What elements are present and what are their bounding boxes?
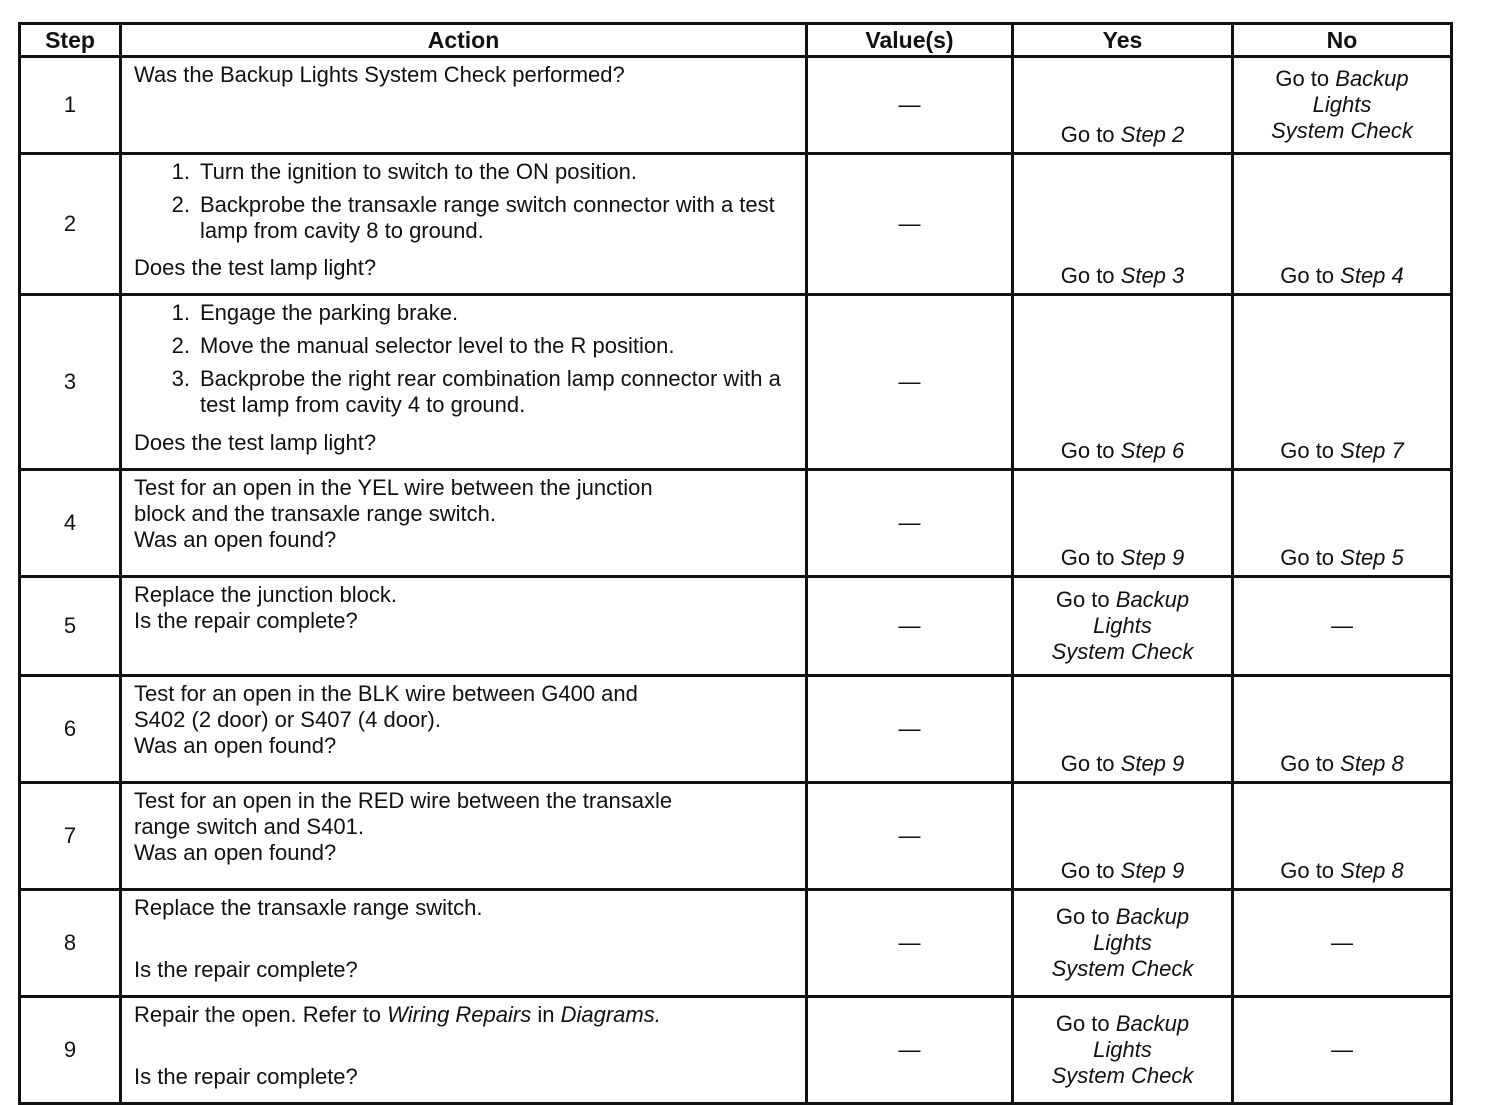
yes-goto: Go to bbox=[1060, 438, 1121, 463]
no-cell bbox=[1233, 676, 1452, 783]
step-number: 9 bbox=[20, 997, 121, 1104]
yes-target: Step 6 bbox=[1120, 438, 1185, 463]
no-cell bbox=[1233, 890, 1452, 997]
yes-target: Backup bbox=[1115, 904, 1190, 929]
yes-target: System Check bbox=[1051, 639, 1194, 664]
step-number: 1 bbox=[20, 57, 121, 154]
yes-goto: Go to bbox=[1060, 751, 1121, 776]
action-line: Replace the transaxle range switch. bbox=[134, 895, 483, 920]
yes-target: Backup bbox=[1115, 1011, 1190, 1036]
action-step-text: Turn the ignition to switch to the ON position. bbox=[200, 159, 637, 184]
action-step-number: 3. bbox=[171, 366, 190, 391]
no-target: Step 5 bbox=[1340, 545, 1404, 570]
no-target: Step 4 bbox=[1340, 263, 1404, 288]
yes-cell bbox=[1013, 997, 1233, 1104]
action-step bbox=[144, 366, 793, 418]
action-line: block and the transaxle range switch. bbox=[134, 501, 496, 526]
yes-text bbox=[1014, 751, 1231, 777]
table-row bbox=[20, 154, 1452, 295]
diagnostic-table bbox=[18, 22, 1453, 1105]
action-body bbox=[134, 582, 793, 608]
header-values: Value(s) bbox=[807, 24, 1013, 57]
yes-cell bbox=[1013, 57, 1233, 154]
action-cell bbox=[121, 577, 807, 676]
value-cell bbox=[807, 154, 1013, 295]
action-step-number: 2. bbox=[171, 192, 190, 217]
action-cell bbox=[121, 470, 807, 577]
no-target: System Check bbox=[1271, 118, 1413, 143]
value-dash: — bbox=[898, 92, 921, 117]
yes-goto: Go to bbox=[1060, 263, 1121, 288]
yes-target: Lights bbox=[1093, 930, 1152, 955]
no-line bbox=[1234, 66, 1450, 92]
no-text bbox=[1234, 263, 1450, 289]
table-row bbox=[20, 676, 1452, 783]
table-row bbox=[20, 577, 1452, 676]
yes-line bbox=[1014, 587, 1231, 613]
no-cell bbox=[1233, 997, 1452, 1104]
no-goto: Go to bbox=[1280, 751, 1341, 776]
step-number: 8 bbox=[20, 890, 121, 997]
value-dash: — bbox=[898, 1037, 921, 1062]
action-line: Test for an open in the RED wire between the transaxle bbox=[134, 788, 673, 813]
action-content bbox=[134, 475, 793, 563]
step-number: 3 bbox=[20, 295, 121, 470]
value-dash: — bbox=[898, 716, 921, 741]
yes-line bbox=[1014, 904, 1231, 930]
action-content bbox=[134, 62, 793, 140]
yes-goto: Go to bbox=[1055, 904, 1116, 929]
action-content bbox=[134, 1002, 793, 1090]
yes-text bbox=[1014, 904, 1231, 982]
action-step-number: 1. bbox=[171, 300, 190, 325]
yes-text bbox=[1014, 1011, 1231, 1089]
no-target: Backup bbox=[1335, 66, 1409, 91]
yes-line bbox=[1014, 639, 1231, 665]
value-cell bbox=[807, 997, 1013, 1104]
yes-target: Step 9 bbox=[1120, 545, 1185, 570]
no-dash: — bbox=[1331, 1037, 1353, 1062]
no-target: Step 8 bbox=[1340, 751, 1404, 776]
no-goto: Go to bbox=[1280, 545, 1341, 570]
yes-target: System Check bbox=[1051, 956, 1194, 981]
header-no: No bbox=[1233, 24, 1452, 57]
table-row bbox=[20, 57, 1452, 154]
action-reference: Diagrams. bbox=[560, 1002, 661, 1027]
yes-target: Backup bbox=[1115, 587, 1190, 612]
action-body bbox=[134, 1002, 793, 1028]
yes-cell bbox=[1013, 470, 1233, 577]
action-question: Was an open found? bbox=[134, 840, 337, 865]
action-cell bbox=[121, 676, 807, 783]
action-question: Is the repair complete? bbox=[134, 1064, 358, 1089]
no-text bbox=[1234, 66, 1450, 144]
action-content bbox=[134, 300, 793, 456]
yes-text bbox=[1014, 438, 1231, 464]
action-question: Was an open found? bbox=[134, 733, 337, 758]
value-dash: — bbox=[898, 369, 921, 394]
table-row bbox=[20, 997, 1452, 1104]
action-text: Repair the open. Refer to bbox=[134, 1002, 388, 1027]
value-cell bbox=[807, 470, 1013, 577]
yes-line bbox=[1014, 956, 1231, 982]
yes-line bbox=[1014, 1011, 1231, 1037]
yes-target: Step 9 bbox=[1120, 751, 1185, 776]
action-line: Test for an open in the YEL wire between the junction bbox=[134, 475, 653, 500]
value-dash: — bbox=[898, 211, 921, 236]
action-cell bbox=[121, 57, 807, 154]
step-number: 7 bbox=[20, 783, 121, 890]
action-step bbox=[144, 333, 793, 359]
action-cell bbox=[121, 154, 807, 295]
no-text bbox=[1234, 545, 1450, 571]
action-step-number: 1. bbox=[171, 159, 190, 184]
no-text bbox=[1234, 858, 1450, 884]
no-cell bbox=[1233, 295, 1452, 470]
action-body bbox=[134, 475, 793, 527]
action-steps bbox=[134, 159, 793, 244]
action-line: Replace the junction block. bbox=[134, 582, 397, 607]
header-yes: Yes bbox=[1013, 24, 1233, 57]
no-dash: — bbox=[1331, 613, 1353, 638]
value-cell bbox=[807, 577, 1013, 676]
header-row bbox=[20, 24, 1452, 57]
action-question: Does the test lamp light? bbox=[134, 430, 377, 455]
value-cell bbox=[807, 295, 1013, 470]
yes-target: System Check bbox=[1051, 1063, 1194, 1088]
yes-line bbox=[1014, 613, 1231, 639]
action-content bbox=[134, 895, 793, 983]
action-question: Is the repair complete? bbox=[134, 608, 358, 633]
yes-cell bbox=[1013, 577, 1233, 676]
no-goto: Go to bbox=[1275, 66, 1336, 91]
action-reference: Wiring Repairs bbox=[387, 1002, 532, 1027]
no-cell bbox=[1233, 57, 1452, 154]
value-cell bbox=[807, 676, 1013, 783]
action-body bbox=[134, 788, 793, 840]
no-cell bbox=[1233, 154, 1452, 295]
yes-goto: Go to bbox=[1060, 858, 1121, 883]
yes-goto: Go to bbox=[1060, 545, 1121, 570]
step-number: 5 bbox=[20, 577, 121, 676]
table-row bbox=[20, 295, 1452, 470]
no-goto: Go to bbox=[1280, 263, 1341, 288]
value-cell bbox=[807, 890, 1013, 997]
yes-text bbox=[1014, 587, 1231, 665]
no-dash: — bbox=[1331, 930, 1353, 955]
value-cell bbox=[807, 783, 1013, 890]
action-body bbox=[134, 62, 793, 88]
no-goto: Go to bbox=[1280, 858, 1341, 883]
yes-cell bbox=[1013, 295, 1233, 470]
yes-goto: Go to bbox=[1060, 122, 1121, 147]
action-line bbox=[134, 1002, 793, 1028]
action-line: range switch and S401. bbox=[134, 814, 364, 839]
action-content bbox=[134, 681, 793, 769]
action-step bbox=[144, 192, 793, 244]
action-cell bbox=[121, 997, 807, 1104]
action-content bbox=[134, 582, 793, 662]
action-cell bbox=[121, 783, 807, 890]
table-row bbox=[20, 783, 1452, 890]
no-target: Step 8 bbox=[1340, 858, 1404, 883]
yes-goto: Go to bbox=[1055, 587, 1116, 612]
no-target: Lights bbox=[1312, 92, 1372, 117]
action-cell bbox=[121, 295, 807, 470]
action-body bbox=[134, 681, 793, 733]
action-question: Was an open found? bbox=[134, 527, 337, 552]
action-body bbox=[134, 159, 793, 251]
yes-text bbox=[1014, 545, 1231, 571]
no-target: Step 7 bbox=[1340, 438, 1404, 463]
action-step bbox=[144, 159, 793, 185]
action-line: Was the Backup Lights System Check performed? bbox=[134, 62, 625, 87]
action-content bbox=[134, 788, 793, 876]
yes-cell bbox=[1013, 676, 1233, 783]
no-cell bbox=[1233, 577, 1452, 676]
action-question: Is the repair complete? bbox=[134, 957, 358, 982]
yes-cell bbox=[1013, 890, 1233, 997]
yes-target: Lights bbox=[1093, 613, 1152, 638]
step-number: 2 bbox=[20, 154, 121, 295]
table-row bbox=[20, 890, 1452, 997]
header-action: Action bbox=[121, 24, 807, 57]
yes-line bbox=[1014, 930, 1231, 956]
value-cell bbox=[807, 57, 1013, 154]
action-steps bbox=[134, 300, 793, 418]
no-text bbox=[1234, 438, 1450, 464]
yes-target: Lights bbox=[1093, 1037, 1152, 1062]
step-number: 6 bbox=[20, 676, 121, 783]
table-body bbox=[20, 57, 1452, 1104]
no-line bbox=[1234, 118, 1450, 144]
no-cell bbox=[1233, 783, 1452, 890]
action-step-text: Backprobe the transaxle range switch connector with a test lamp from cavity 8 to ground. bbox=[200, 192, 775, 243]
no-goto: Go to bbox=[1280, 438, 1341, 463]
action-spacer bbox=[134, 1028, 793, 1064]
yes-line bbox=[1014, 1063, 1231, 1089]
table-row bbox=[20, 470, 1452, 577]
yes-text bbox=[1014, 263, 1231, 289]
yes-target: Step 3 bbox=[1120, 263, 1185, 288]
no-line bbox=[1234, 92, 1450, 118]
value-dash: — bbox=[898, 823, 921, 848]
action-step-text: Backprobe the right rear combination lamp connector with a test lamp from cavity 4 to ground. bbox=[200, 366, 781, 417]
action-spacer bbox=[134, 921, 793, 957]
no-cell bbox=[1233, 470, 1452, 577]
action-step-number: 2. bbox=[171, 333, 190, 358]
action-text: in bbox=[531, 1002, 561, 1027]
value-dash: — bbox=[898, 613, 921, 638]
action-line: Test for an open in the BLK wire between G400 and bbox=[134, 681, 638, 706]
action-step bbox=[144, 300, 793, 326]
action-question: Does the test lamp light? bbox=[134, 255, 377, 280]
value-dash: — bbox=[898, 510, 921, 535]
action-body bbox=[134, 895, 793, 921]
action-step-text: Engage the parking brake. bbox=[200, 300, 459, 325]
yes-target: Step 2 bbox=[1120, 122, 1185, 147]
no-text bbox=[1234, 751, 1450, 777]
action-line: S402 (2 door) or S407 (4 door). bbox=[134, 707, 441, 732]
header-step: Step bbox=[20, 24, 121, 57]
step-number: 4 bbox=[20, 470, 121, 577]
yes-text bbox=[1014, 122, 1231, 148]
yes-cell bbox=[1013, 154, 1233, 295]
action-body bbox=[134, 300, 793, 425]
yes-cell bbox=[1013, 783, 1233, 890]
yes-line bbox=[1014, 1037, 1231, 1063]
yes-target: Step 9 bbox=[1120, 858, 1185, 883]
value-dash: — bbox=[898, 930, 921, 955]
yes-text bbox=[1014, 858, 1231, 884]
action-content bbox=[134, 159, 793, 281]
yes-goto: Go to bbox=[1055, 1011, 1116, 1036]
action-step-text: Move the manual selector level to the R position. bbox=[200, 333, 675, 358]
action-cell bbox=[121, 890, 807, 997]
